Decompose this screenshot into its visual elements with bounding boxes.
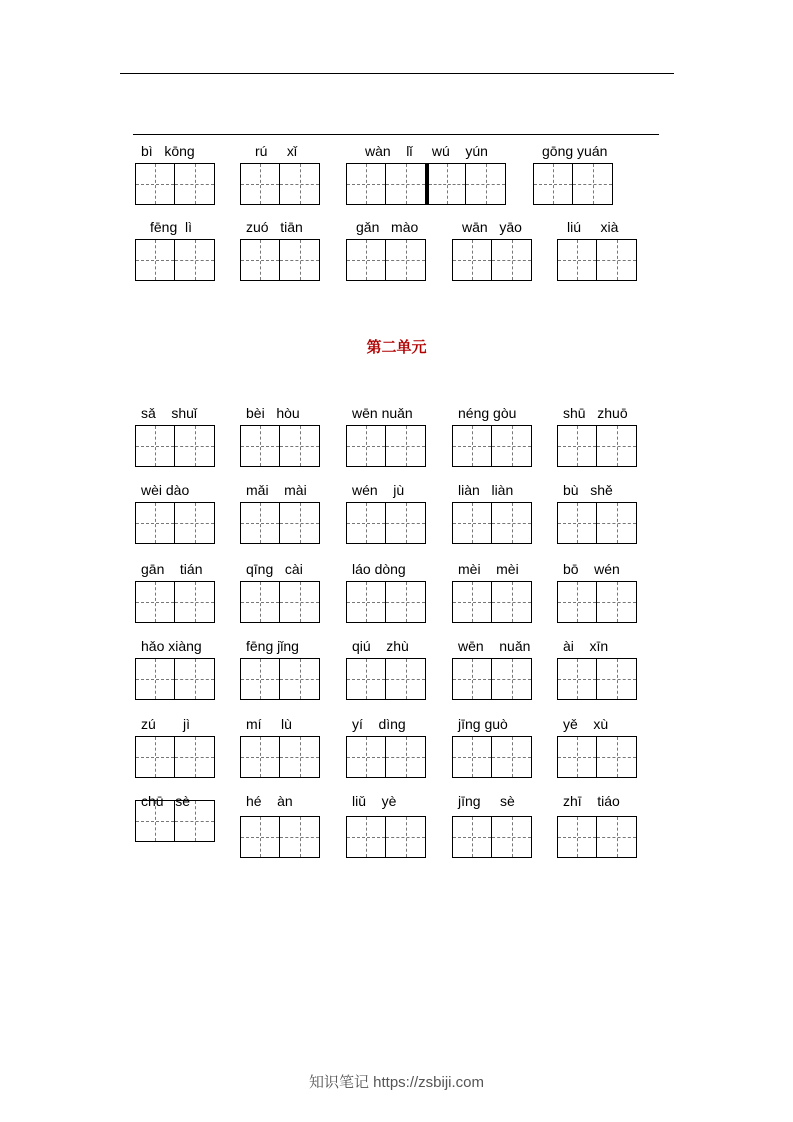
writing-grid xyxy=(452,658,532,700)
writing-grid xyxy=(557,736,637,778)
pinyin-label: mèi mèi xyxy=(458,561,519,577)
pinyin-label: zhī tiáo xyxy=(563,793,620,809)
pinyin-label: jīng guò xyxy=(458,716,508,732)
writing-grid xyxy=(557,581,637,623)
tian-zi-cell[interactable] xyxy=(135,502,175,544)
tian-zi-cell[interactable] xyxy=(597,239,637,281)
pinyin-label: yí dìng xyxy=(352,716,406,732)
pinyin-label: néng gòu xyxy=(458,405,517,421)
tian-zi-cell[interactable] xyxy=(240,658,280,700)
writing-grid xyxy=(557,658,637,700)
tian-zi-cell[interactable] xyxy=(492,816,532,858)
pinyin-label: sǎ shuǐ xyxy=(141,405,198,421)
pinyin-label: gǎn mào xyxy=(356,219,419,235)
tian-zi-cell[interactable] xyxy=(280,736,320,778)
tian-zi-cell[interactable] xyxy=(346,736,386,778)
writing-grid xyxy=(346,816,426,858)
writing-grid xyxy=(135,163,215,205)
writing-grid xyxy=(452,581,532,623)
pinyin-label: fēng lì xyxy=(150,219,193,235)
tian-zi-cell[interactable] xyxy=(492,239,532,281)
tian-zi-cell[interactable] xyxy=(135,581,175,623)
tian-zi-cell[interactable] xyxy=(386,163,426,205)
tian-zi-cell[interactable] xyxy=(175,239,215,281)
writing-grid xyxy=(240,239,320,281)
writing-grid xyxy=(452,425,532,467)
tian-zi-cell[interactable] xyxy=(597,581,637,623)
writing-grid xyxy=(346,658,426,700)
pinyin-label: liàn liàn xyxy=(458,482,514,498)
pinyin-label: wān yāo xyxy=(462,219,522,235)
pinyin-label: qiú zhù xyxy=(352,638,409,654)
writing-grid xyxy=(240,816,320,858)
pinyin-label: wén jù xyxy=(352,482,405,498)
tian-zi-cell[interactable] xyxy=(557,736,597,778)
pinyin-label: liú xià xyxy=(567,219,619,235)
tian-zi-cell[interactable] xyxy=(175,800,215,842)
pinyin-label: yě xù xyxy=(563,716,609,732)
tian-zi-cell[interactable] xyxy=(386,736,426,778)
pinyin-label: mí lù xyxy=(246,716,292,732)
tian-zi-cell[interactable] xyxy=(175,581,215,623)
tian-zi-cell[interactable] xyxy=(557,425,597,467)
tian-zi-cell[interactable] xyxy=(135,163,175,205)
tian-zi-cell[interactable] xyxy=(175,425,215,467)
tian-zi-cell[interactable] xyxy=(597,425,637,467)
pinyin-label: wèi dào xyxy=(141,482,190,498)
tian-zi-cell[interactable] xyxy=(346,502,386,544)
section-rule xyxy=(133,134,659,135)
writing-grid xyxy=(240,581,320,623)
tian-zi-cell[interactable] xyxy=(452,502,492,544)
writing-grid xyxy=(135,502,215,544)
tian-zi-cell[interactable] xyxy=(533,163,573,205)
tian-zi-cell[interactable] xyxy=(466,163,506,205)
tian-zi-cell[interactable] xyxy=(280,502,320,544)
tian-zi-cell[interactable] xyxy=(175,163,215,205)
pinyin-label: hǎo xiàng xyxy=(141,638,202,654)
tian-zi-cell[interactable] xyxy=(557,658,597,700)
writing-grid xyxy=(240,736,320,778)
tian-zi-cell[interactable] xyxy=(240,163,280,205)
writing-grid xyxy=(346,502,426,544)
pinyin-label: mǎi mài xyxy=(246,482,307,498)
tian-zi-cell[interactable] xyxy=(386,239,426,281)
pinyin-label: gān tián xyxy=(141,561,203,577)
unit-title: 第二单元 xyxy=(366,339,427,356)
tian-zi-cell[interactable] xyxy=(492,736,532,778)
tian-zi-cell[interactable] xyxy=(346,581,386,623)
tian-zi-cell[interactable] xyxy=(240,736,280,778)
pinyin-label: wēn nuǎn xyxy=(458,638,531,654)
tian-zi-cell[interactable] xyxy=(175,658,215,700)
tian-zi-cell[interactable] xyxy=(240,239,280,281)
writing-grid xyxy=(135,239,215,281)
tian-zi-cell[interactable] xyxy=(492,502,532,544)
pinyin-label: bù shě xyxy=(563,482,613,498)
writing-grid xyxy=(346,239,426,281)
tian-zi-cell[interactable] xyxy=(240,502,280,544)
pinyin-label: wàn lǐ wú yún xyxy=(365,143,488,159)
writing-grid xyxy=(135,800,215,842)
tian-zi-cell[interactable] xyxy=(386,425,426,467)
tian-zi-cell[interactable] xyxy=(452,736,492,778)
writing-grid xyxy=(135,736,215,778)
tian-zi-cell[interactable] xyxy=(386,502,426,544)
tian-zi-cell[interactable] xyxy=(597,502,637,544)
tian-zi-cell[interactable] xyxy=(346,425,386,467)
writing-grid xyxy=(346,736,426,778)
tian-zi-cell[interactable] xyxy=(386,816,426,858)
tian-zi-cell[interactable] xyxy=(135,425,175,467)
writing-grid xyxy=(452,239,532,281)
tian-zi-cell[interactable] xyxy=(280,581,320,623)
writing-grid xyxy=(240,425,320,467)
tian-zi-cell[interactable] xyxy=(452,816,492,858)
writing-grid xyxy=(346,581,426,623)
tian-zi-cell[interactable] xyxy=(386,581,426,623)
pinyin-label: bō wén xyxy=(563,561,620,577)
writing-grid xyxy=(135,581,215,623)
tian-zi-cell[interactable] xyxy=(135,658,175,700)
writing-grid xyxy=(557,502,637,544)
pinyin-label: láo dòng xyxy=(352,561,406,577)
tian-zi-cell[interactable] xyxy=(492,658,532,700)
pinyin-label: fēng jǐng xyxy=(246,638,299,654)
tian-zi-cell[interactable] xyxy=(346,816,386,858)
pinyin-label: liǔ yè xyxy=(352,793,397,809)
pinyin-label: bèi hòu xyxy=(246,405,300,421)
pinyin-label: bì kōng xyxy=(141,143,195,159)
pinyin-label: chū sè xyxy=(141,793,191,809)
tian-zi-cell[interactable] xyxy=(597,658,637,700)
tian-zi-cell[interactable] xyxy=(240,581,280,623)
writing-grid xyxy=(135,425,215,467)
writing-grid xyxy=(135,658,215,700)
tian-zi-cell[interactable] xyxy=(280,163,320,205)
tian-zi-cell[interactable] xyxy=(557,239,597,281)
writing-grid xyxy=(557,239,637,281)
tian-zi-cell[interactable] xyxy=(135,800,175,842)
tian-zi-cell[interactable] xyxy=(346,658,386,700)
writing-grid xyxy=(533,163,613,205)
writing-grid xyxy=(557,425,637,467)
tian-zi-cell[interactable] xyxy=(597,816,637,858)
tian-zi-cell[interactable] xyxy=(280,658,320,700)
writing-grid xyxy=(240,658,320,700)
pinyin-label: gōng yuán xyxy=(542,143,608,159)
tian-zi-cell[interactable] xyxy=(135,239,175,281)
tian-zi-cell[interactable] xyxy=(573,163,613,205)
pinyin-label: qīng cài xyxy=(246,561,303,577)
tian-zi-cell[interactable] xyxy=(135,736,175,778)
pinyin-label: wēn nuǎn xyxy=(352,405,413,421)
tian-zi-cell[interactable] xyxy=(557,581,597,623)
pinyin-label: zuó tiān xyxy=(246,219,303,235)
tian-zi-cell[interactable] xyxy=(240,425,280,467)
tian-zi-cell[interactable] xyxy=(346,163,386,205)
footer-watermark: 知识笔记 https://zsbiji.com xyxy=(308,1074,485,1091)
tian-zi-cell[interactable] xyxy=(175,736,215,778)
tian-zi-cell[interactable] xyxy=(452,425,492,467)
tian-zi-cell[interactable] xyxy=(452,239,492,281)
tian-zi-cell[interactable] xyxy=(557,502,597,544)
pinyin-label: zú jì xyxy=(141,716,191,732)
tian-zi-cell[interactable] xyxy=(452,581,492,623)
pinyin-label: rú xǐ xyxy=(255,143,298,159)
tian-zi-cell[interactable] xyxy=(452,658,492,700)
pinyin-label: shū zhuō xyxy=(563,405,628,421)
pinyin-label: ài xīn xyxy=(563,638,609,654)
tian-zi-cell[interactable] xyxy=(346,239,386,281)
tian-zi-cell[interactable] xyxy=(426,163,466,205)
tian-zi-cell[interactable] xyxy=(280,425,320,467)
tian-zi-cell[interactable] xyxy=(280,816,320,858)
tian-zi-cell[interactable] xyxy=(557,816,597,858)
tian-zi-cell[interactable] xyxy=(386,658,426,700)
tian-zi-cell[interactable] xyxy=(175,502,215,544)
writing-grid xyxy=(346,425,426,467)
tian-zi-cell[interactable] xyxy=(492,581,532,623)
tian-zi-cell[interactable] xyxy=(280,239,320,281)
writing-grid xyxy=(240,163,320,205)
writing-grid xyxy=(346,163,506,205)
writing-grid xyxy=(452,502,532,544)
pinyin-label: jīng sè xyxy=(458,793,515,809)
top-rule xyxy=(120,73,674,74)
tian-zi-cell[interactable] xyxy=(597,736,637,778)
writing-grid xyxy=(452,736,532,778)
writing-grid xyxy=(557,816,637,858)
writing-grid xyxy=(240,502,320,544)
tian-zi-cell[interactable] xyxy=(492,425,532,467)
tian-zi-cell[interactable] xyxy=(240,816,280,858)
pinyin-label: hé àn xyxy=(246,793,293,809)
writing-grid xyxy=(452,816,532,858)
